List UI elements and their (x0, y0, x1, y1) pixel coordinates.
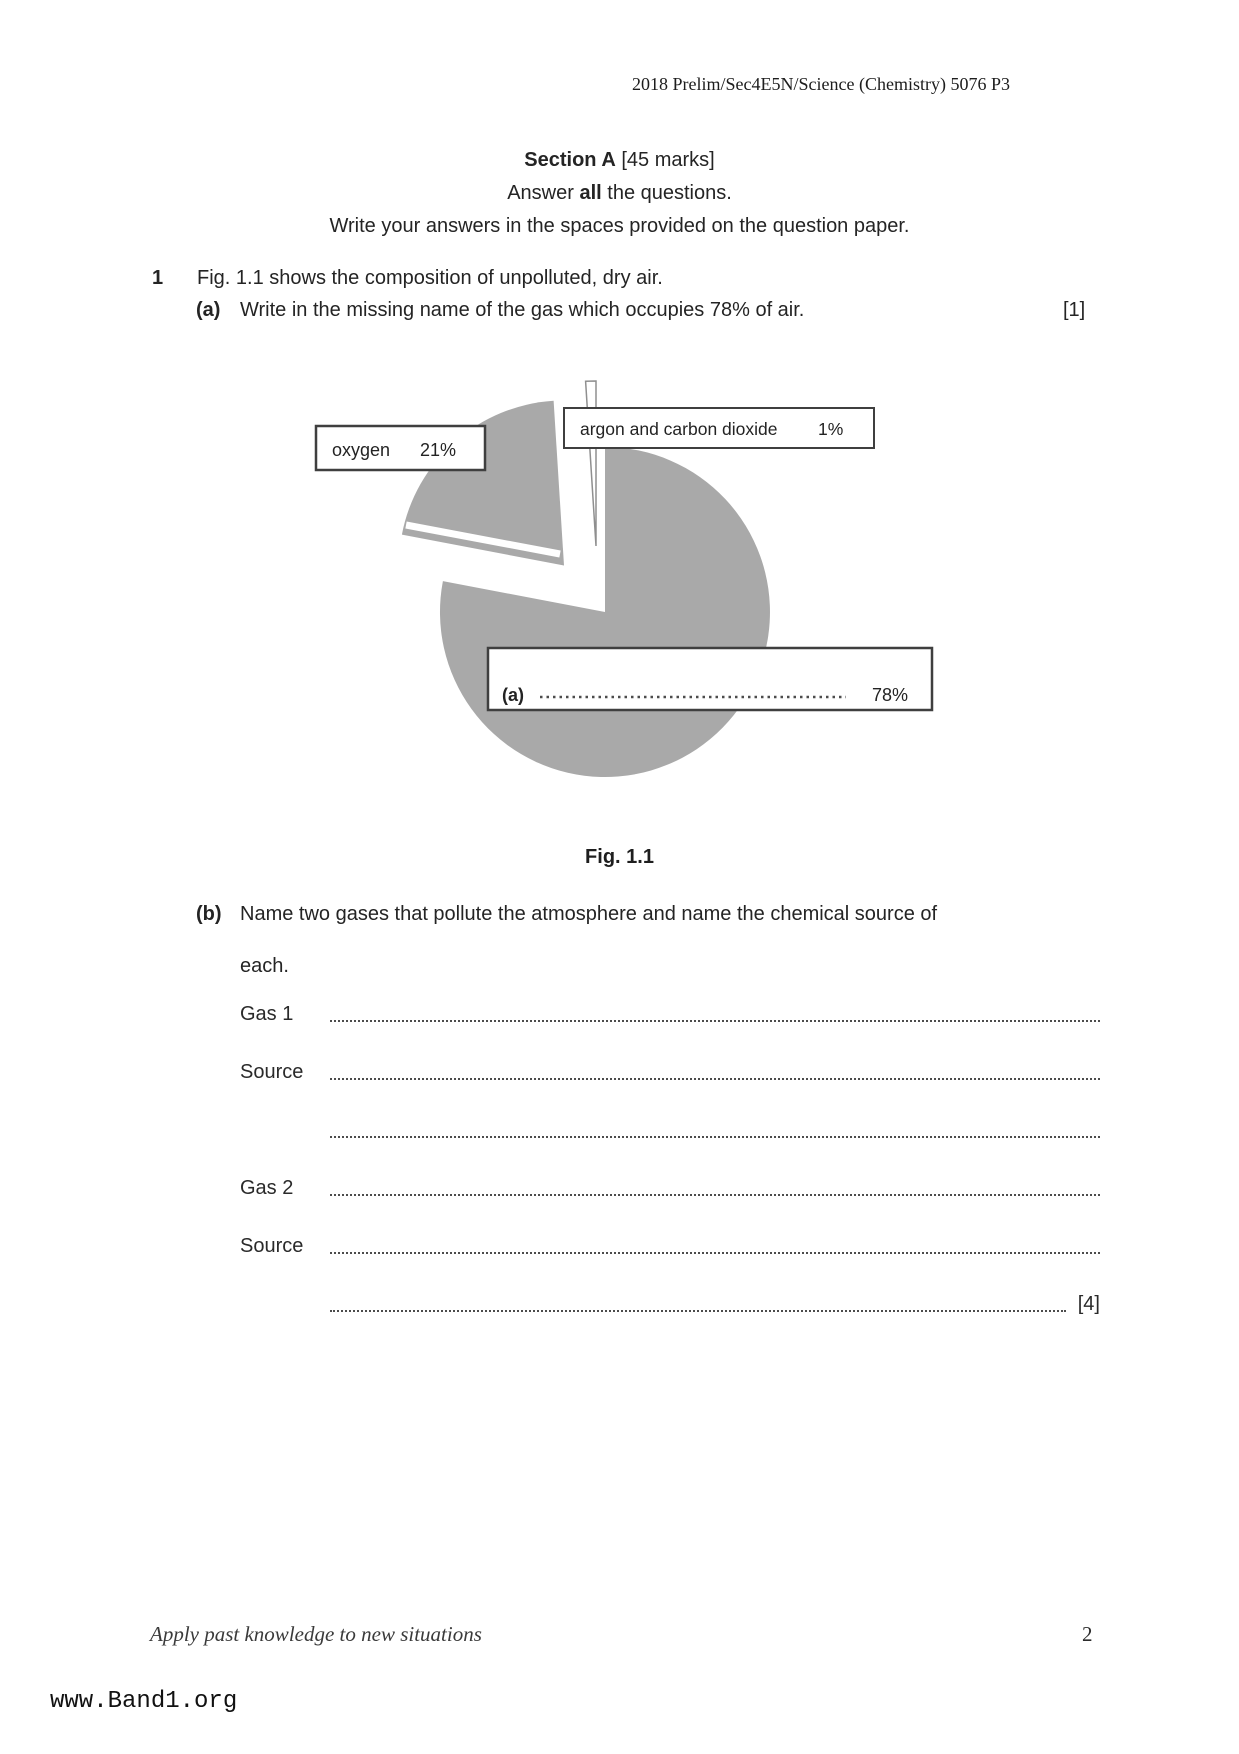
figure-caption: Fig. 1.1 (585, 846, 654, 868)
oxygen-value: 21% (420, 440, 457, 460)
answer-line-source2-cont (240, 1286, 1100, 1316)
section-instruction-1 (0, 181, 1239, 205)
answer-label-source2: Source (240, 1235, 304, 1257)
answer-blank-source1-cont[interactable] (330, 1112, 1100, 1138)
answer-line-gas1 (240, 996, 1100, 1026)
part-b-text-line1: Name two gases that pollute the atmosphere and name the chemical source of (240, 903, 938, 925)
section-title (0, 148, 1239, 172)
oxygen-label: oxygen (332, 440, 391, 460)
answer-label-source1: Source (240, 1061, 304, 1083)
question1-intro: Fig. 1.1 shows the composition of unpolluted, dry air. (197, 267, 663, 289)
question1-number: 1 (152, 267, 164, 289)
answer-blank-source2[interactable] (330, 1228, 1100, 1254)
page-header: 2018 Prelim/Sec4E5N/Science (Chemistry) 5076 P3 (632, 74, 1010, 94)
part-b-text-line2: each. (240, 955, 289, 977)
oxygen-label-box (316, 426, 485, 470)
answer-line-source1 (240, 1054, 1100, 1084)
footer-quote: Apply past knowledge to new situations (150, 1622, 482, 1646)
answer-blank-gas1[interactable] (330, 996, 1100, 1022)
answer-line-source1-cont (240, 1112, 1100, 1142)
missing-gas-prefix: (a) (502, 685, 524, 705)
pie-slice-argon-co2 (586, 381, 596, 546)
answer-blank-gas2[interactable] (330, 1170, 1100, 1196)
section-title-rest: [45 marks] (615, 149, 715, 171)
part-a-text: Write in the missing name of the gas which occupies 78% of air. (240, 299, 805, 321)
part-b-marks: [4] (1077, 1293, 1100, 1315)
pie-chart-figure (300, 370, 960, 850)
instruction1-pre: Answer (507, 182, 580, 204)
part-b-label: (b) (196, 903, 222, 925)
missing-gas-answer-box[interactable] (488, 648, 932, 710)
instruction1-post: the questions. (601, 182, 732, 204)
section-title-bold: Section A (524, 149, 616, 171)
watermark-url: www.Band1.org (50, 1688, 238, 1715)
part-a-marks: [1] (1063, 299, 1086, 321)
argon-co2-label-box (564, 408, 874, 448)
answer-label-gas2: Gas 2 (240, 1177, 294, 1199)
answer-line-gas2 (240, 1170, 1100, 1200)
answer-label-gas1: Gas 1 (240, 1003, 294, 1025)
missing-gas-value: 78% (872, 685, 909, 705)
answer-blank-source1[interactable] (330, 1054, 1100, 1080)
argon-co2-label: argon and carbon dioxide (580, 419, 778, 439)
answer-blank-source2-cont[interactable] (330, 1286, 1066, 1312)
answer-line-source2 (240, 1228, 1100, 1258)
instruction1-bold: all (579, 182, 602, 204)
part-a-label: (a) (196, 299, 221, 321)
page-number: 2 (1082, 1622, 1093, 1646)
argon-co2-value: 1% (818, 419, 844, 439)
section-instruction-2: Write your answers in the spaces provided on the question paper. (329, 215, 910, 237)
